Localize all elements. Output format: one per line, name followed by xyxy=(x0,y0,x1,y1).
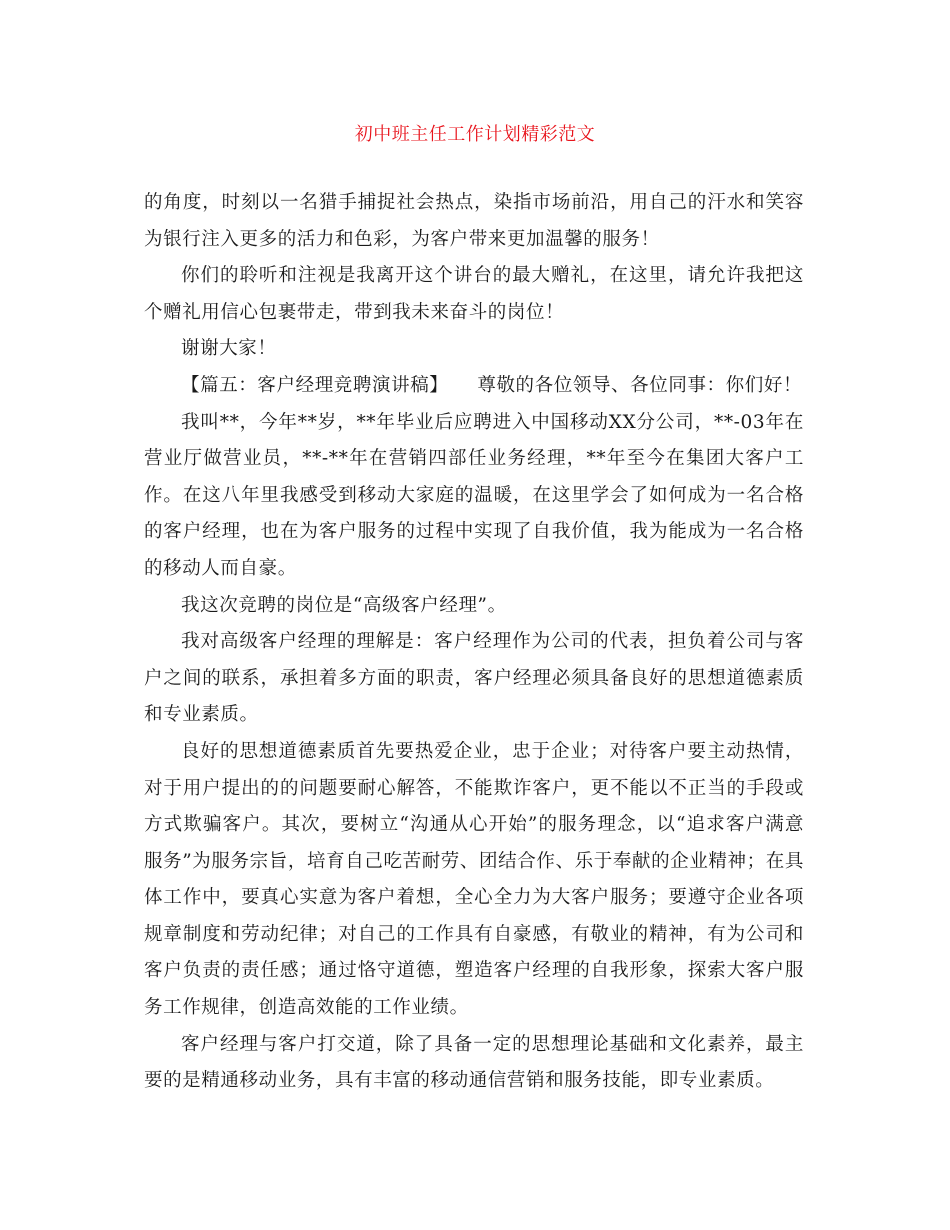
paragraph: 客户经理与客户打交道，除了具备一定的思想理论基础和文化素养，最主要的是精通移动业务，具有丰富的移动通信营销和服务技能，即专业素质。 xyxy=(144,1033,804,1092)
document-title: 初中班主任工作计划精彩范文 xyxy=(354,124,596,145)
paragraph: 谢谢大家！ xyxy=(181,338,277,360)
paragraph: 我这次竞聘的岗位是“高级客户经理”。 xyxy=(181,594,507,616)
paragraph: 良好的思想道德素质首先要热爱企业，忠于企业；对待客户要主动热情，对于用户提出的的问题要耐心解答，不能欺诈客户，更不能以不正当的手段或方式欺骗客户。其次，要树立“沟通从心开始”的服务理念，以“追求客户满意服务”为服务宗旨，培育自己吃苦耐劳、团结合作、乐于奉献的企业精神；在具体工作中，要真心实意为客户着想，全心全力为大客户服务；要遵守企业各项规章制度和劳动纪律；对自己的工作具有自豪感，有敬业的精神，有为公司和客户负责的责任感；通过恪守道德，塑造客户经理的自我形象，探索大客户服务工作规律，创造高效能的工作业绩。 xyxy=(144,740,804,1019)
paragraph: 你们的聆听和注视是我离开这个讲台的最大赠礼，在这里，请允许我把这个赠礼用信心包裹带走，带到我未来奋斗的岗位！ xyxy=(144,265,804,323)
paragraph: 的角度，时刻以一名猎手捕捉社会热点，染指市场前沿，用自己的汗水和笑容为银行注入更多的活力和色彩，为客户带来更加温馨的服务！ xyxy=(144,192,804,250)
paragraph: 我叫**，今年**岁，**年毕业后应聘进入中国移动XX分公司，**-03年在营业厅做营业员，**-**年在营销四部任业务经理，**年至今在集团大客户工作。在这八年里我感受到移动大家庭的温暖，在这里学会了如何成为一名合格的客户经理，也在为客户服务的过程中实现了自我价值，我为能成为一名合格的移动人而自豪。 xyxy=(144,411,804,579)
paragraph: 我对高级客户经理的理解是：客户经理作为公司的代表，担负着公司与客户之间的联系，承担着多方面的职责，客户经理必须具备良好的思想道德素质和专业素质。 xyxy=(144,631,804,726)
paragraph: 【篇五：客户经理竞聘演讲稿】 尊敬的各位领导、各位同事：你们好！ xyxy=(181,374,803,396)
document-body xyxy=(144,185,804,1100)
